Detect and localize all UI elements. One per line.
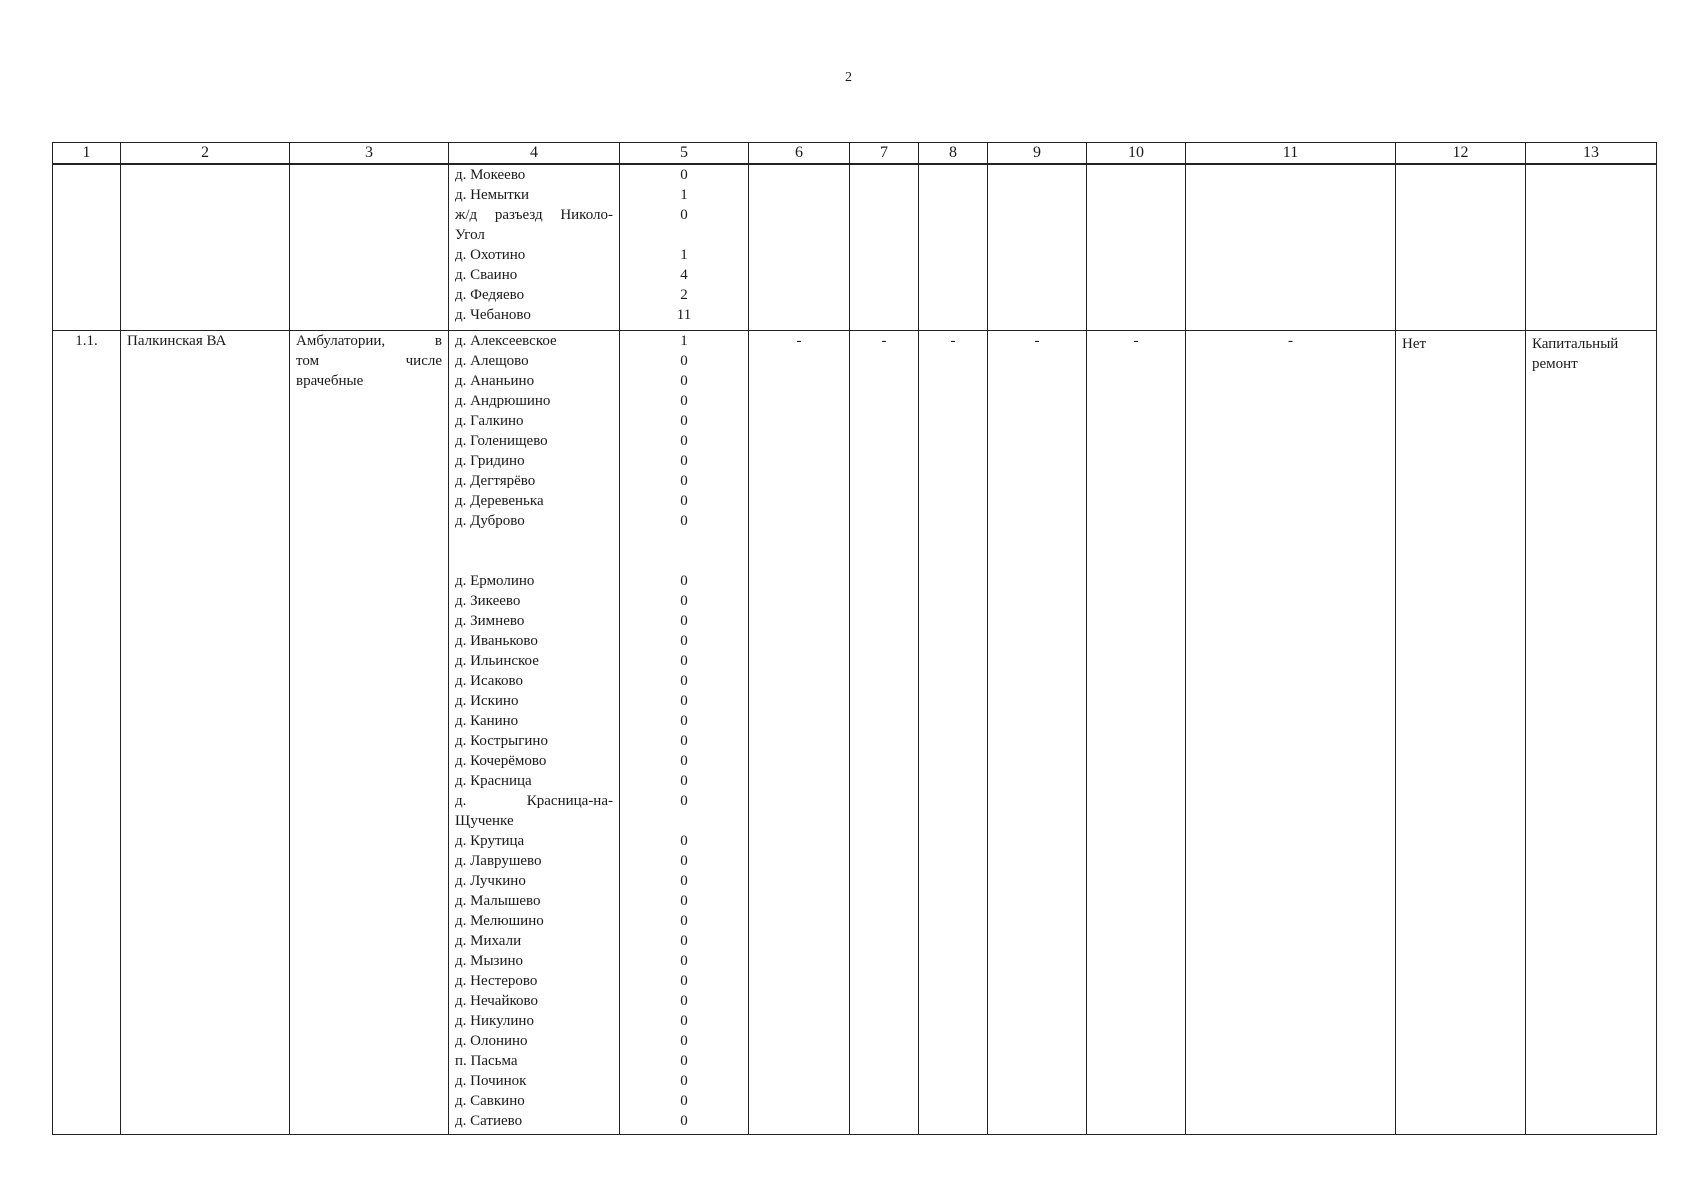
column-header: 11 bbox=[1186, 143, 1396, 165]
facility-name-cell bbox=[121, 164, 290, 331]
settlement-name: д. Малышево bbox=[455, 893, 541, 909]
settlement-name: д. Нестерово bbox=[455, 973, 538, 989]
settlement-value: 0 bbox=[680, 693, 688, 709]
settlement-value: 0 bbox=[680, 873, 688, 889]
dash-cell: - bbox=[919, 331, 988, 1135]
settlement-name: д. Исаково bbox=[455, 673, 523, 689]
dash-cell: - bbox=[988, 331, 1087, 1135]
settlement-value: 0 bbox=[680, 633, 688, 649]
column-header: 2 bbox=[121, 143, 290, 165]
settlement-name: д. Мелюшино bbox=[455, 913, 544, 929]
settlement-value: 0 bbox=[680, 893, 688, 909]
column-header: 4 bbox=[449, 143, 620, 165]
empty-cell bbox=[749, 164, 850, 331]
col12-cell: Нет bbox=[1396, 331, 1526, 1135]
settlement-name: д. Савкино bbox=[455, 1093, 525, 1109]
settlement-value: 1 bbox=[680, 187, 688, 203]
settlement-value: 0 bbox=[680, 473, 688, 489]
settlement-value: 0 bbox=[680, 933, 688, 949]
settlement-value: 11 bbox=[676, 307, 692, 323]
col13-line: ремонт bbox=[1532, 356, 1578, 372]
settlement-name: п. Пасьма bbox=[455, 1053, 518, 1069]
settlement-name: д. Олонино bbox=[455, 1033, 528, 1049]
empty-cell bbox=[1396, 164, 1526, 331]
col13-line: Капитальный bbox=[1532, 336, 1619, 352]
column-header: 13 bbox=[1526, 143, 1657, 165]
empty-cell bbox=[919, 164, 988, 331]
settlement-name: д. Красница bbox=[455, 773, 532, 789]
settlement-name: д. Михали bbox=[455, 933, 522, 949]
settlement-name: д. Чебаново bbox=[455, 307, 531, 323]
settlement-name: д. Канино bbox=[455, 713, 519, 729]
settlement-name: д. Гридино bbox=[455, 453, 525, 469]
settlement-value: 0 bbox=[680, 573, 688, 589]
blank-gap bbox=[455, 531, 613, 571]
settlement-name: д. Федяево bbox=[455, 287, 525, 303]
settlements-cell bbox=[449, 164, 620, 331]
settlement-value: 0 bbox=[680, 913, 688, 929]
settlement-name: д. Зимнево bbox=[455, 613, 525, 629]
settlements-cell bbox=[449, 331, 620, 1135]
settlement-value: 0 bbox=[680, 1113, 688, 1129]
settlement-value: 0 bbox=[680, 493, 688, 509]
settlement-name: д. Голенищево bbox=[455, 433, 548, 449]
settlement-value: 0 bbox=[680, 1013, 688, 1029]
settlement-value: 0 bbox=[680, 167, 688, 183]
settlement-name: д. Андрюшино bbox=[455, 393, 551, 409]
settlement-value: 0 bbox=[680, 353, 688, 369]
settlement-value: 0 bbox=[680, 1093, 688, 1109]
settlement-name: д. Алещово bbox=[455, 353, 529, 369]
dash-cell: - bbox=[749, 331, 850, 1135]
settlement-name: д. Никулино bbox=[455, 1013, 534, 1029]
facility-type-line: врачебные bbox=[296, 373, 364, 389]
settlement-value-spacer bbox=[626, 225, 742, 245]
settlement-name: д. Нечайково bbox=[455, 993, 538, 1009]
dash-cell: - bbox=[1087, 331, 1186, 1135]
facility-type-cell bbox=[290, 164, 449, 331]
facilities-table bbox=[52, 142, 1657, 1135]
settlement-value: 0 bbox=[680, 733, 688, 749]
settlement-name: д. Деревенька bbox=[455, 493, 544, 509]
settlement-value: 0 bbox=[680, 433, 688, 449]
settlement-name: д. Ильинское bbox=[455, 653, 539, 669]
settlement-name: д. Немытки bbox=[455, 187, 530, 203]
table-row-continued bbox=[53, 164, 1657, 331]
page-number: 2 bbox=[845, 70, 852, 85]
settlement-value: 0 bbox=[680, 373, 688, 389]
empty-cell bbox=[1186, 164, 1396, 331]
settlement-name: д. Алексеевское bbox=[455, 333, 557, 349]
column-header: 5 bbox=[620, 143, 749, 165]
settlement-name: д. Красница-на- bbox=[455, 793, 613, 809]
column-header: 7 bbox=[850, 143, 919, 165]
settlement-value: 0 bbox=[680, 1073, 688, 1089]
settlement-name: д. Дегтярёво bbox=[455, 473, 536, 489]
settlement-value: 0 bbox=[680, 613, 688, 629]
settlement-value: 0 bbox=[680, 753, 688, 769]
settlement-value: 2 bbox=[680, 287, 688, 303]
column-header: 10 bbox=[1087, 143, 1186, 165]
settlement-name: д. Починок bbox=[455, 1073, 527, 1089]
settlement-value: 0 bbox=[680, 993, 688, 1009]
settlement-value: 0 bbox=[680, 1053, 688, 1069]
settlement-name: д. Лучкино bbox=[455, 873, 526, 889]
column-header: 3 bbox=[290, 143, 449, 165]
settlement-value: 0 bbox=[680, 1033, 688, 1049]
table-row-1-1 bbox=[53, 331, 1657, 1135]
settlement-value: 4 bbox=[680, 267, 688, 283]
settlement-name-continuation: Угол bbox=[455, 227, 485, 243]
column-header: 12 bbox=[1396, 143, 1526, 165]
settlement-name: д. Мызино bbox=[455, 953, 524, 969]
column-header: 8 bbox=[919, 143, 988, 165]
column-header: 9 bbox=[988, 143, 1087, 165]
blank-gap bbox=[626, 531, 742, 571]
settlement-value: 0 bbox=[680, 673, 688, 689]
settlement-name: д. Зикеево bbox=[455, 593, 521, 609]
settlement-name: д. Сатиево bbox=[455, 1113, 523, 1129]
facility-name-cell: Палкинская ВА bbox=[121, 331, 290, 1135]
column-number-header-row bbox=[53, 143, 1657, 165]
settlement-values-cell bbox=[620, 331, 749, 1135]
facility-type-line: Амбулатории, в bbox=[296, 333, 442, 349]
settlement-name: д. Галкино bbox=[455, 413, 524, 429]
column-header: 1 bbox=[53, 143, 121, 165]
settlement-value: 1 bbox=[680, 247, 688, 263]
settlement-value: 0 bbox=[680, 393, 688, 409]
settlement-name: д. Охотино bbox=[455, 247, 526, 263]
row-number-cell: 1.1. bbox=[53, 331, 121, 1135]
facility-type-cell bbox=[290, 331, 449, 1135]
settlement-name: ж/д разъезд Николо- bbox=[455, 207, 613, 223]
settlement-value: 0 bbox=[680, 513, 688, 529]
settlement-name: д. Иваньково bbox=[455, 633, 538, 649]
settlement-name: д. Крутица bbox=[455, 833, 525, 849]
settlement-value: 0 bbox=[680, 973, 688, 989]
empty-cell bbox=[1526, 164, 1657, 331]
settlement-value: 0 bbox=[680, 413, 688, 429]
empty-cell bbox=[988, 164, 1087, 331]
settlement-name-continuation: Щученке bbox=[455, 813, 514, 829]
settlement-name: д. Кочерёмово bbox=[455, 753, 547, 769]
settlement-value: 0 bbox=[680, 833, 688, 849]
settlement-value: 0 bbox=[680, 793, 688, 809]
settlement-name: д. Искино bbox=[455, 693, 519, 709]
col13-cell bbox=[1526, 331, 1657, 1135]
empty-cell bbox=[1087, 164, 1186, 331]
settlement-name: д. Лаврушево bbox=[455, 853, 542, 869]
settlement-value: 0 bbox=[680, 207, 688, 223]
settlement-value: 0 bbox=[680, 773, 688, 789]
settlement-name: д. Сваино bbox=[455, 267, 518, 283]
settlement-value: 0 bbox=[680, 453, 688, 469]
settlement-value: 0 bbox=[680, 713, 688, 729]
settlement-value: 0 bbox=[680, 853, 688, 869]
settlement-value: 0 bbox=[680, 593, 688, 609]
dash-cell: - bbox=[850, 331, 919, 1135]
settlement-name: д. Ананьино bbox=[455, 373, 535, 389]
settlement-name: д. Ермолино bbox=[455, 573, 535, 589]
facility-type-line: том числе bbox=[296, 353, 442, 369]
settlement-value: 0 bbox=[680, 653, 688, 669]
settlement-name: д. Кострыгино bbox=[455, 733, 548, 749]
column-header: 6 bbox=[749, 143, 850, 165]
settlement-value: 1 bbox=[680, 333, 688, 349]
dash-cell: - bbox=[1186, 331, 1396, 1135]
settlement-value-spacer bbox=[626, 811, 742, 831]
empty-cell bbox=[850, 164, 919, 331]
settlement-values-cell bbox=[620, 164, 749, 331]
settlement-name: д. Дуброво bbox=[455, 513, 525, 529]
row-number-cell bbox=[53, 164, 121, 331]
settlement-value: 0 bbox=[680, 953, 688, 969]
settlement-name: д. Мокеево bbox=[455, 167, 526, 183]
